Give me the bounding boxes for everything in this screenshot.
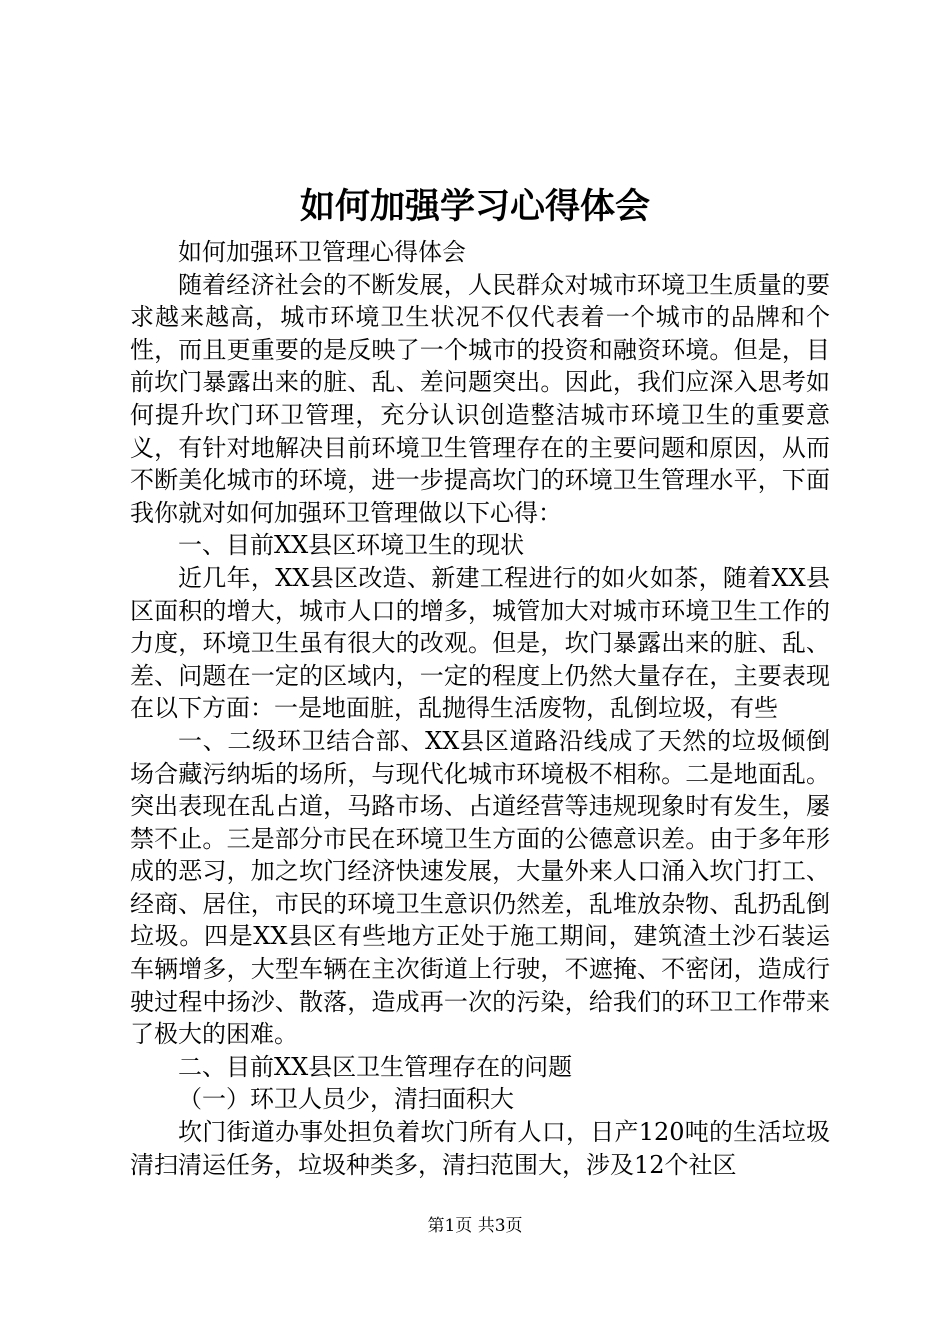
paragraph-subtitle: 如何加强环卫管理心得体会	[178, 238, 466, 266]
paragraph-current-status: 近几年，XX县区改造、新建工程进行的如火如茶，随着XX县区面积的增大，城市人口的增多，城管加大对城市环境卫生工作的力度，环境卫生虽有很大的改观。但是，坎门暴露出来的脏、乱、差、问题在一定的区域内，一定的程度上仍然大量存在，主要表现在以下方面：一是地面脏，乱抛得生活废物，乱倒垃圾，有些	[130, 563, 830, 723]
paragraph-intro: 随着经济社会的不断发展，人民群众对城市环境卫生质量的要求越来越高，城市环境卫生状况不仅代表着一个城市的品牌和个性，而且更重要的是反映了一个城市的投资和融资环境。但是，目前坎门暴露出来的脏、乱、差问题突出。因此，我们应深入思考如何提升坎门环卫管理，充分认识创造整洁城市环境卫生的重要意义，有针对地解决目前环境卫生管理存在的主要问题和原因，从而不断美化城市的环境，进一步提高坎门的环境卫生管理水平，下面我你就对如何加强环卫管理做以下心得：	[130, 270, 830, 527]
document-body	[130, 236, 830, 1181]
subsection-heading-staff: （一）环卫人员少，清扫面积大	[178, 1085, 514, 1114]
document-title: 如何加强学习心得体会	[299, 186, 650, 227]
paragraph-staff: 坎门街道办事处担负着坎门所有人口，日产120吨的生活垃圾清扫清运任务，垃圾种类多，清扫范围大，涉及12个社区	[130, 1118, 830, 1179]
page-footer: 第1页 共3页	[427, 1216, 523, 1236]
section-heading-problems: 二、目前XX县区卫生管理存在的问题	[178, 1052, 573, 1081]
paragraph-status-details: 一、二级环卫结合部、XX县区道路沿线成了天然的垃圾倾倒场合藏污纳垢的场所，与现代化城市环境极不相称。二是地面乱。突出表现在乱占道，马路市场、占道经营等违规现象时有发生，屡禁不止。三是部分市民在环境卫生方面的公德意识差。由于多年形成的恶习，加之坎门经济快速发展，大量外来人口涌入坎门打工、经商、居住，市民的环境卫生意识仍然差，乱堆放杂物、乱扔乱倒垃圾。四是XX县区有些地方正处于施工期间，建筑渣土沙石装运车辆增多，大型车辆在主次街道上行驶，不遮掩、不密闭，造成行驶过程中扬沙、散落，造成再一次的污染，给我们的环卫工作带来了极大的困难。	[130, 726, 830, 1049]
section-heading-current-status: 一、目前XX县区环境卫生的现状	[178, 531, 525, 560]
